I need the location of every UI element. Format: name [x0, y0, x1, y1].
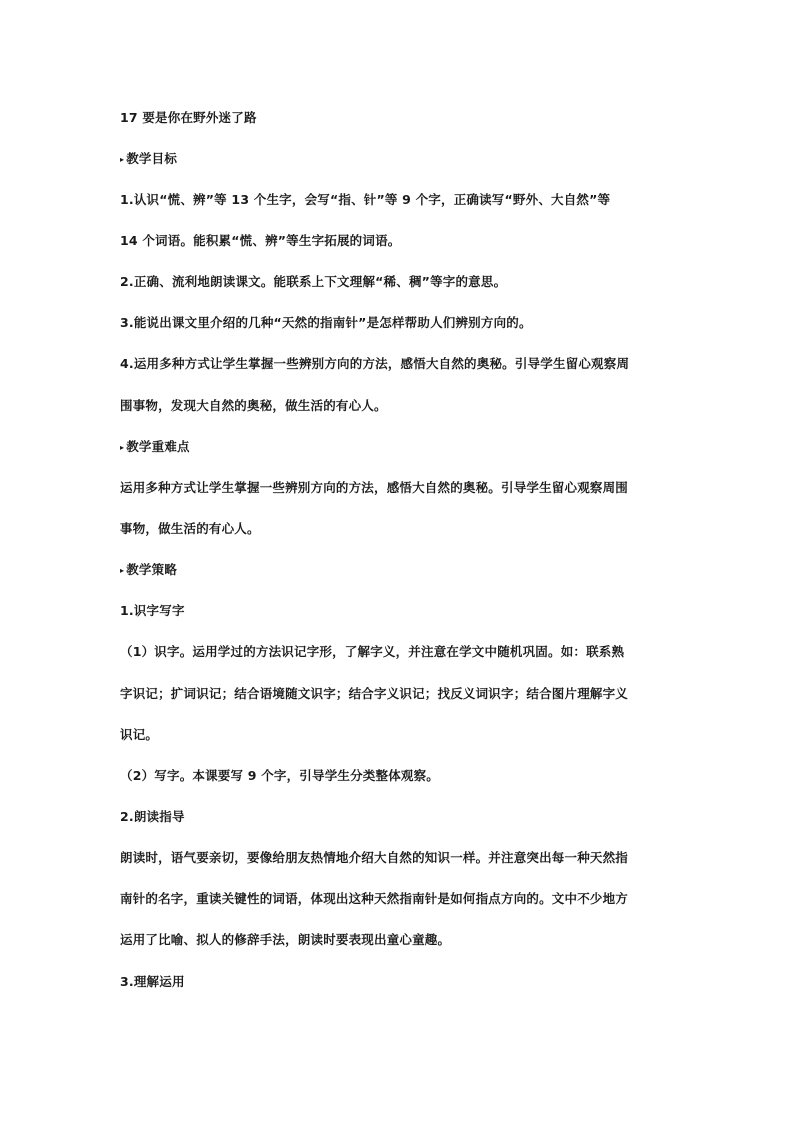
lesson-title: 17 要是你在野外迷了路	[120, 110, 257, 125]
strategy-2-title: 2.朗读指导	[120, 809, 185, 824]
triangle-bullet-icon: ▸	[120, 566, 125, 575]
triangle-bullet-icon: ▸	[120, 443, 125, 452]
goal-3: 3.能说出课文里介绍的几种“天然的指南针”是怎样帮助人们辨别方向的。	[120, 315, 532, 330]
goal-4-line-1: 4.运用多种方式让学生掌握一些辨别方向的方法，感悟大自然的奥秘。引导学生留心观察周	[120, 356, 630, 371]
strategy-2-line-3: 运用了比喻、拟人的修辞手法，朗读时要表现出童心童趣。	[120, 932, 451, 947]
section-heading-goals-text: 教学目标	[126, 151, 178, 166]
triangle-bullet-icon: ▸	[120, 155, 125, 164]
section-heading-strategy-text: 教学策略	[126, 562, 178, 577]
section-heading-key-points	[120, 439, 680, 456]
strategy-3-title: 3.理解运用	[120, 974, 185, 989]
goal-1-line-2: 14 个词语。能积累“慌、辨”等生字拓展的词语。	[120, 233, 401, 248]
strategy-1a-line-2: 字识记；扩词识记；结合语境随文识字；结合字义识记；找反义词识字；结合图片理解字义	[120, 686, 629, 701]
key-points-line-2: 事物，做生活的有心人。	[120, 521, 260, 536]
strategy-1a-line-1: （1）识字。运用学过的方法识记字形，了解字义，并注意在学文中随机巩固。如：联系熟	[120, 644, 625, 659]
key-points-line-1: 运用多种方式让学生掌握一些辨别方向的方法，感悟大自然的奥秘。引导学生留心观察周围	[120, 480, 629, 495]
goal-1-line-1: 1.认识“慌、辨”等 13 个生字，会写“指、针”等 9 个字，正确读写“野外、大自然”等	[120, 192, 611, 207]
section-heading-key-points-text: 教学重难点	[126, 439, 190, 454]
strategy-2-line-1: 朗读时，语气要亲切，要像给朋友热情地介绍大自然的知识一样。并注意突出每一种天然指	[120, 850, 629, 865]
goal-4-line-2: 围事物，发现大自然的奥秘，做生活的有心人。	[120, 398, 387, 413]
strategy-1b: （2）写字。本课要写 9 个字，引导学生分类整体观察。	[120, 768, 439, 783]
strategy-1-title: 1.识字写字	[120, 603, 185, 618]
section-heading-strategy	[120, 562, 680, 579]
section-heading-goals	[120, 151, 680, 168]
goal-2: 2.正确、流利地朗读课文。能联系上下文理解“稀、稠”等字的意思。	[120, 274, 507, 289]
strategy-1a-line-3: 识记。	[120, 727, 159, 742]
strategy-2-line-2: 南针的名字，重读关键性的词语，体现出这种天然指南针是如何指点方向的。文中不少地方	[120, 891, 629, 906]
